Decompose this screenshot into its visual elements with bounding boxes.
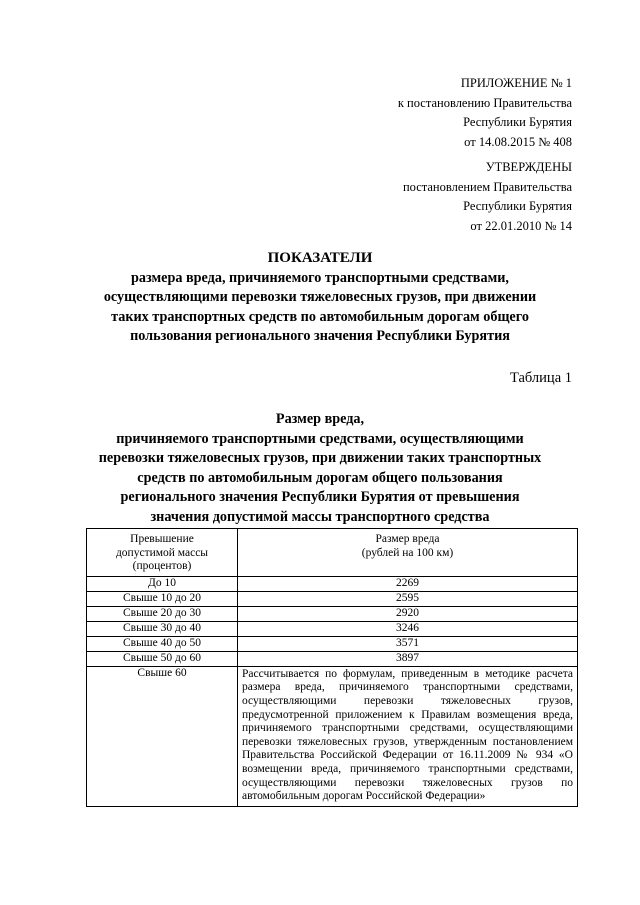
- approved-resolution: постановлением Правительства: [402, 179, 572, 194]
- appendix-heading: [398, 74, 572, 152]
- excess-cell: Свыше 30 до 40: [87, 621, 238, 636]
- harm-description-cell: Рассчитывается по формулам, приведенным в методике расчета размера вреда, причиняемого транспортными средствами, осуществляющими перевозки тяжеловесных грузов, предусмотренной приложением к Правилам возмещения вреда, причиняемого транспортными средствами, осуществляющими перевозки тяжеловесных грузов, утвержденным постановлением Правительства Российской Федерации от 16.11.2009 № 934 «О возмещении вреда, причиняемого транспортными средствами, осуществляющими перевозки тяжеловесных грузов по автомобильным дорогам Российской Федерации»: [238, 666, 578, 806]
- harm-cell: 3897: [238, 651, 578, 666]
- appendix-title: ПРИЛОЖЕНИЕ № 1: [460, 76, 572, 90]
- caption-line: значения допустимой массы транспортного средства: [150, 508, 490, 525]
- title-line: осуществляющими перевозки тяжеловесных грузов, при движении: [103, 289, 537, 306]
- excess-cell: Свыше 20 до 30: [87, 606, 238, 621]
- header-text: Размер вреда: [375, 533, 440, 545]
- caption-line: Размер вреда,: [275, 411, 365, 427]
- appendix-date-number: от 14.08.2015 № 408: [464, 134, 572, 149]
- table-header-row: [87, 529, 578, 577]
- title-main: ПОКАЗАТЕЛИ: [267, 250, 373, 266]
- harm-cell: 2920: [238, 606, 578, 621]
- table-row: [87, 591, 578, 606]
- excess-cell: Свыше 60: [87, 666, 238, 806]
- approved-republic: Республики Бурятия: [463, 199, 572, 213]
- harm-table: [86, 528, 578, 807]
- harm-cell: 3246: [238, 621, 578, 636]
- title-line: таких транспортных средств по автомобильным дорогам общего: [111, 308, 529, 325]
- harm-cell: 3571: [238, 636, 578, 651]
- harm-cell: 2595: [238, 591, 578, 606]
- harm-cell: 2269: [238, 576, 578, 591]
- table-row: [87, 576, 578, 591]
- table-caption: [60, 410, 580, 528]
- caption-line: причиняемого транспортными средствами, осуществляющими: [116, 430, 524, 447]
- approved-title: УТВЕРЖДЕНЫ: [485, 160, 572, 174]
- table-row: [87, 606, 578, 621]
- excess-cell: Свыше 40 до 50: [87, 636, 238, 651]
- excess-cell: Свыше 10 до 20: [87, 591, 238, 606]
- title-line: пользования регионального значения Республики Бурятия: [130, 328, 510, 345]
- table-row: [87, 651, 578, 666]
- approved-date-number: от 22.01.2010 № 14: [470, 218, 572, 233]
- header-text: (рублей на 100 км): [361, 546, 454, 559]
- excess-column-header: [87, 529, 238, 577]
- header-text: допустимой массы: [115, 546, 209, 559]
- excess-cell: До 10: [87, 576, 238, 591]
- appendix-republic: Республики Бурятия: [463, 115, 572, 129]
- header-text: (процентов): [132, 560, 192, 573]
- title-line: размера вреда, причиняемого транспортными средствами,: [131, 269, 509, 286]
- table-row: [87, 666, 578, 806]
- caption-line: регионального значения Республики Бурятия от превышения: [120, 489, 520, 506]
- caption-line: средств по автомобильным дорогам общего пользования: [137, 469, 503, 486]
- caption-line: перевозки тяжеловесных грузов, при движении таких транспортных: [98, 450, 542, 467]
- header-text: Превышение: [130, 533, 194, 545]
- excess-cell: Свыше 50 до 60: [87, 651, 238, 666]
- document-title: [60, 249, 580, 347]
- table-row: [87, 621, 578, 636]
- table-number: Таблица 1: [509, 370, 572, 386]
- harm-column-header: [238, 529, 578, 577]
- table-row: [87, 636, 578, 651]
- appendix-resolution: к постановлению Правительства: [397, 95, 572, 110]
- approved-heading: [403, 158, 572, 236]
